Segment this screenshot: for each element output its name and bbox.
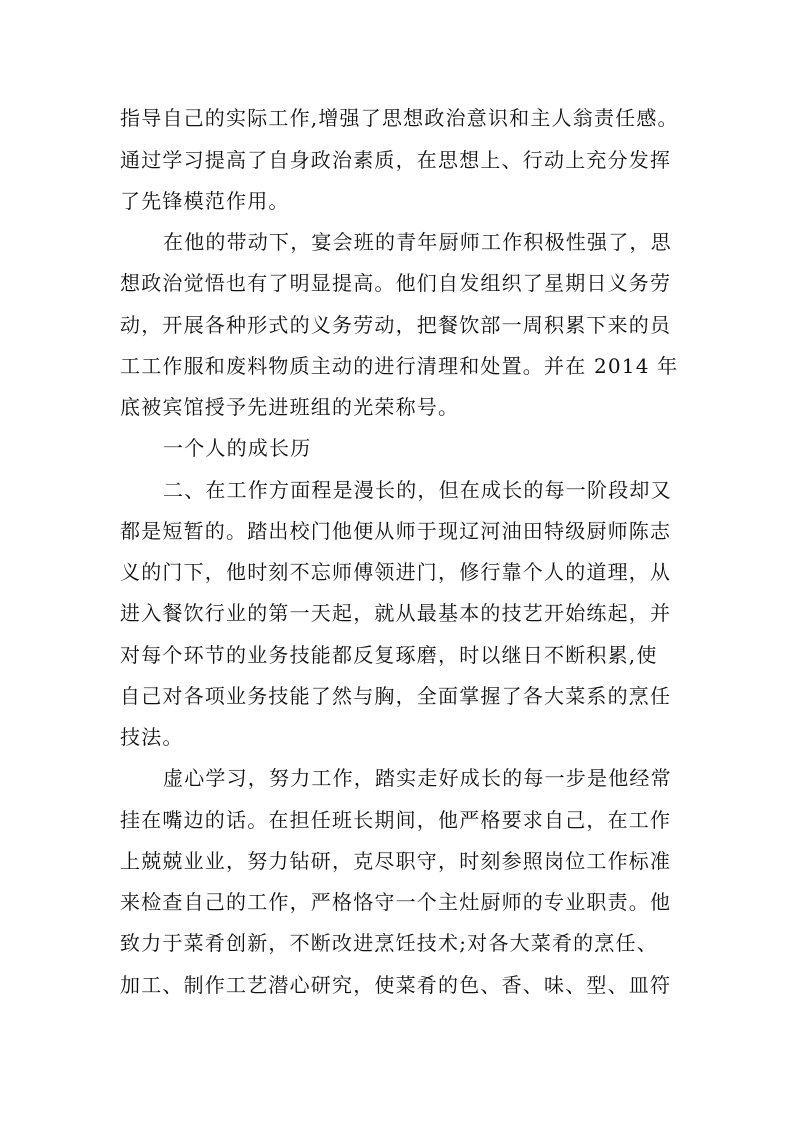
text-line-3: 了先锋模范作用。 [120,189,290,213]
text-line-1: 指导自己的实际工作,增强了思想政治意识和主人翁责任感。 [120,106,679,130]
text-line-2: 通过学习提高了自身政治素质，在思想上、行动上充分发挥 [120,148,672,172]
text-line-16: 技法。 [120,725,184,749]
text-line-4: 在他的带动下，宴会班的青年厨师工作积极性强了，思 [163,230,672,254]
text-line-21: 致力于菜肴创新，不断改进烹饪技术;对各大菜肴的烹任、 [120,931,658,955]
text-line-12: 义的门下，他时刻不忘师傅领进门，修行靠个人的道理，从 [120,560,672,584]
text-line-8: 底被宾馆授予先进班组的光荣称号。 [120,395,460,419]
text-line-15: 自己对各项业务技能了然与胸，全面掌握了各大菜系的烹任 [120,684,672,708]
text-line-13: 进入餐饮行业的第一天起，就从最基本的技艺开始练起，并 [120,601,672,625]
text-line-10: 二、在工作方面程是漫长的，但在成长的每一阶段却又 [163,478,672,502]
text-line-19: 上兢兢业业，努力钻研，克尽职守，时刻参照岗位工作标准 [120,849,672,873]
text-line-17: 虚心学习，努力工作，踏实走好成长的每一步是他经常 [163,766,672,790]
text-line-11: 都是短暂的。踏出校门他便从师于现辽河油田特级厨师陈志 [120,519,672,543]
text-line-6: 动，开展各种形式的义务劳动，把餐饮部一周积累下来的员 [120,313,672,337]
text-line-5: 想政治觉悟也有了明显提高。他们自发组织了星期日义务劳 [120,271,672,295]
text-line-9: 一个人的成长历 [163,436,312,460]
text-line-14: 对每个环节的业务技能都反复琢磨，时以继日不断积累,使 [120,643,658,667]
text-line-18: 挂在嘴边的话。在担任班长期间，他严格要求自己，在工作 [120,808,672,832]
text-line-7: 工工作服和废料物质主动的进行清理和处置。并在 2014 年 [120,354,679,378]
text-line-22: 加工、制作工艺潜心研究，使菜肴的色、香、味、型、皿符 [120,973,672,997]
text-line-20: 来检查自己的工作，严格恪守一个主灶厨师的专业职责。他 [120,890,672,914]
